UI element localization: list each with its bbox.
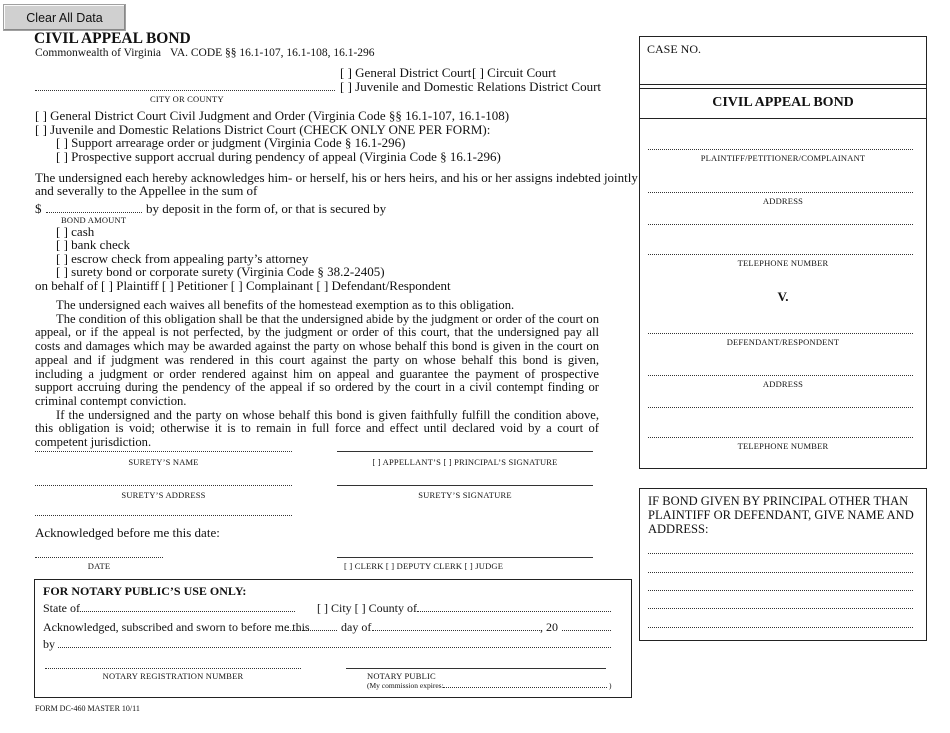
defendant-address-label: ADDRESS <box>762 379 804 389</box>
surety-address-field-2[interactable] <box>35 507 292 516</box>
clerk-signature-field[interactable] <box>337 549 593 558</box>
notary-heading: FOR NOTARY PUBLIC’S USE ONLY: <box>43 584 247 598</box>
year-prefix-label: , 20 <box>540 620 558 634</box>
principal-field-4[interactable] <box>648 608 913 609</box>
defendant-telephone-label: TELEPHONE NUMBER <box>737 441 829 451</box>
defendant-field[interactable] <box>648 333 913 334</box>
plaintiff-address-field[interactable] <box>648 192 913 193</box>
option-prospective-support[interactable]: [ ] Prospective support accrual during pendency of appeal (Virginia Code § 16.1-296) <box>56 149 501 164</box>
defendant-address-field-2[interactable] <box>648 407 913 408</box>
va-code-label: VA. CODE §§ 16.1-107, 16.1-108, 16.1-296 <box>170 47 375 59</box>
city-county-label: CITY OR COUNTY <box>150 94 224 104</box>
case-title-divider-3 <box>640 118 926 119</box>
date-label: DATE <box>87 561 111 571</box>
case-title-divider <box>640 84 926 85</box>
city-county-of-options[interactable]: [ ] City [ ] County of <box>317 601 417 615</box>
case-title-divider-2 <box>640 88 926 89</box>
bank-check-checkbox[interactable]: [ ] bank check <box>56 237 130 252</box>
option-support-arrearage[interactable]: [ ] Support arrearage order or judgment (Virginia Code § 16.1-296) <box>56 135 406 150</box>
jdr-court-checkbox[interactable]: [ ] Juvenile and Domestic Relations District Court <box>340 79 602 94</box>
void-paragraph: If the undersigned and the party on whose behalf this bond is given faithfully fulfill the condition above, this obligation is void; otherwise it is to remain in full force and effect until declared void by a court of competent jurisdiction. <box>35 407 599 450</box>
state-of-field[interactable] <box>80 600 295 612</box>
surety-name-label: SURETY’S NAME <box>128 457 199 467</box>
by-field[interactable] <box>58 636 611 648</box>
defendant-address-field[interactable] <box>648 375 913 376</box>
principal-field-2[interactable] <box>648 572 913 573</box>
notary-public-label: NOTARY PUBLIC <box>367 671 436 681</box>
homestead-paragraph: The undersigned each waives all benefits of the homestead exemption as to this obligation. <box>56 298 515 312</box>
on-behalf-of-options[interactable]: on behalf of [ ] Plaintiff [ ] Petitioner [ ] Complainant [ ] Defendant/Respondent <box>35 278 451 293</box>
defendant-telephone-field[interactable] <box>648 437 913 438</box>
notary-public-signature-field[interactable] <box>346 660 606 669</box>
notary-registration-label: NOTARY REGISTRATION NUMBER <box>102 671 244 681</box>
notary-registration-field[interactable] <box>45 660 301 669</box>
bond-amount-field[interactable] <box>46 200 142 213</box>
surety-name-field[interactable] <box>35 443 292 452</box>
principal-instructions: IF BOND GIVEN BY PRINCIPAL OTHER THAN PLAINTIFF OR DEFENDANT, GIVE NAME AND ADDRESS: <box>648 494 914 536</box>
case-no-field[interactable] <box>645 56 919 82</box>
commission-expires-field[interactable] <box>443 680 607 688</box>
form-title: CIVIL APPEAL BOND <box>34 30 191 47</box>
surety-address-label: SURETY’S ADDRESS <box>121 490 206 500</box>
cash-checkbox[interactable]: [ ] cash <box>56 224 95 239</box>
general-district-court-checkbox[interactable]: [ ] General District Court <box>340 65 472 80</box>
clear-all-data-button[interactable]: Clear All Data <box>3 4 126 31</box>
indebted-line-2: and severally to the Appellee in the sum of <box>35 183 258 198</box>
conditions-block <box>35 299 599 450</box>
plaintiff-label: PLAINTIFF/PETITIONER/COMPLAINANT <box>700 153 866 163</box>
surety-address-field-1[interactable] <box>35 477 292 486</box>
clerk-options[interactable]: [ ] CLERK [ ] DEPUTY CLERK [ ] JUDGE <box>344 561 504 571</box>
case-no-label: CASE NO. <box>647 42 702 56</box>
versus-label: V. <box>777 289 789 304</box>
option-gdc-civil-judgment[interactable]: [ ] General District Court Civil Judgment and Order (Virginia Code §§ 16.1-107, 16.1-108) <box>35 108 510 123</box>
condition-paragraph: The condition of this obligation shall be that the undersigned abide by the judgment or order of the court on appeal, or if the appeal is not perfected, by the judgment or order of this court, that the undersigned pay all costs and damages which may be awarded against the party on whose behalf this bond is given in the court on appeal and if judgment was rendered in this court against the party on whose behalf this bond is given, including a judgment or order rendered against him on appeal and guarantee the payment of prospective support accruing during the pendency of the appeal if so ordered by the court in a civil contempt finding or criminal contempt conviction. <box>35 311 599 408</box>
plaintiff-telephone-label: TELEPHONE NUMBER <box>737 258 829 268</box>
defendant-label: DEFENDANT/RESPONDENT <box>726 337 840 347</box>
principal-field-1[interactable] <box>648 553 913 554</box>
day-of-label: day of <box>341 620 372 634</box>
date-field[interactable] <box>35 549 163 558</box>
by-label: by <box>43 637 55 651</box>
dollar-sign: $ <box>35 201 42 216</box>
deposit-text: by deposit in the form of, or that is secured by <box>146 201 387 216</box>
indebted-line-1: The undersigned each hereby acknowledges him- or herself, his or hers heirs, and his or her assigns indebted jointly <box>35 170 638 185</box>
plaintiff-address-label: ADDRESS <box>762 196 804 206</box>
plaintiff-address-field-2[interactable] <box>648 224 913 225</box>
surety-signature-field[interactable] <box>337 477 593 486</box>
case-title: CIVIL APPEAL BOND <box>712 95 854 110</box>
county-of-field[interactable] <box>417 600 611 612</box>
state-of-label: State of <box>43 601 80 615</box>
plaintiff-telephone-field[interactable] <box>648 254 913 255</box>
surety-signature-label: SURETY’S SIGNATURE <box>418 490 512 500</box>
circuit-court-checkbox[interactable]: [ ] Circuit Court <box>472 65 557 80</box>
principal-field-5[interactable] <box>648 627 913 628</box>
commission-close-paren: ) <box>609 681 612 690</box>
form-number: FORM DC-460 MASTER 10/11 <box>35 704 140 713</box>
commission-expires-label: (My commission expires: <box>367 681 444 690</box>
notary-year-field[interactable] <box>562 619 611 631</box>
option-jdr-court[interactable]: [ ] Juvenile and Domestic Relations District Court (CHECK ONLY ONE PER FORM): <box>35 122 491 137</box>
bond-amount-label: BOND AMOUNT <box>61 215 127 225</box>
notary-month-field[interactable] <box>372 619 540 631</box>
city-county-field[interactable] <box>35 79 335 91</box>
commonwealth-label: Commonwealth of Virginia <box>35 47 162 59</box>
principal-field-3[interactable] <box>648 590 913 591</box>
appellant-signature-field[interactable] <box>337 443 593 452</box>
escrow-check-checkbox[interactable]: [ ] escrow check from appealing party’s attorney <box>56 251 309 266</box>
notary-ack-label: Acknowledged, subscribed and sworn to before me this <box>43 620 310 634</box>
acknowledged-label: Acknowledged before me this date: <box>35 525 220 540</box>
surety-bond-checkbox[interactable]: [ ] surety bond or corporate surety (Virginia Code § 38.2-2405) <box>56 264 385 279</box>
notary-day-field[interactable] <box>287 619 337 631</box>
plaintiff-field[interactable] <box>648 149 913 150</box>
appellant-signature-label: [ ] APPELLANT’S [ ] PRINCIPAL’S SIGNATURE <box>372 457 558 467</box>
